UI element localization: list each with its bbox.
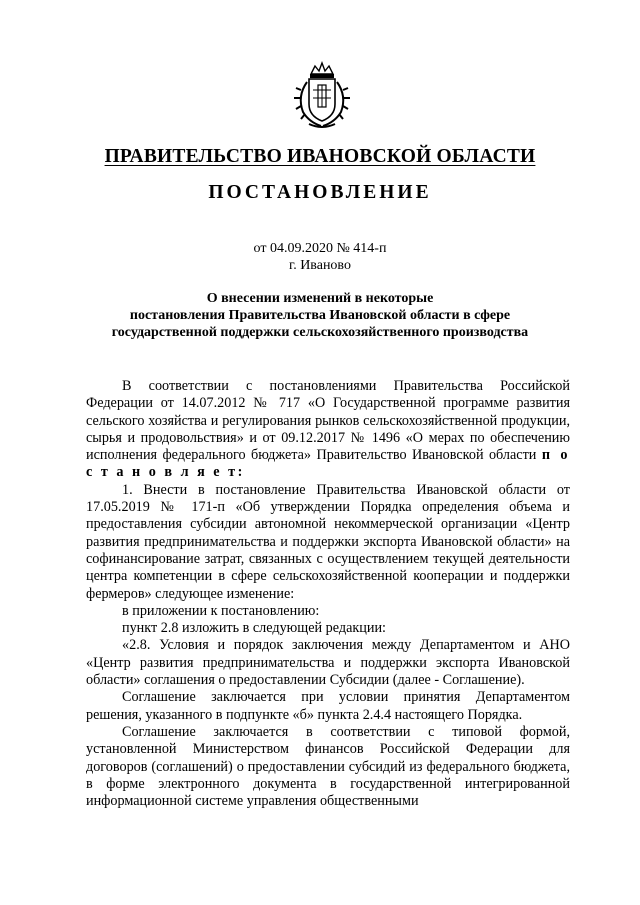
paragraph-2-8: «2.8. Условия и порядок заключения между Департаментом и АНО «Центр развития предпринимательства и поддержки экспорта Ивановской области» соглашения о предоставлении Субсидии (далее - Соглашение). bbox=[86, 637, 570, 689]
title-line-2: постановления Правительства Ивановской области в сфере bbox=[129, 308, 511, 323]
document-title bbox=[0, 290, 640, 341]
paragraph-agreement-condition: Соглашение заключается при условии принятия Департаментом решения, указанного в подпункте «б» пункта 2.4.4 настоящего Порядка. bbox=[86, 689, 570, 723]
paragraph-preamble: В соответствии с постановлениями Правительства Российской Федерации от 14.07.2012 № 717 «О Государственной программе развития сельского хозяйства и регулирования рынков сельскохозяйственной продукции, сырья и продовольствия» и от 09.12.2017 № 1496 «О мерах по обеспечению исполнения федерального бюджета» Правительство Ивановской области п о с т а н о в л я е т: bbox=[86, 378, 570, 481]
city: г. Иваново bbox=[289, 258, 351, 273]
government-name: ПРАВИТЕЛЬСТВО ИВАНОВСКОЙ ОБЛАСТИ bbox=[104, 146, 536, 167]
paragraph-clause: пункт 2.8 изложить в следующей редакции: bbox=[122, 620, 386, 637]
paragraph-1: 1. Внести в постановление Правительства Ивановской области от 17.05.2019 № 171-п «Об утверждении Порядка определения объема и предоставления субсидии автономной некоммерческой организации «Центр развития предпринимательства и поддержки экспорта Ивановской области» на софинансирование затрат, связанных с осуществлением текущей деятельности центра компетенции в сфере сельскохозяйственной кооперации и поддержки фермеров» следующее изменение: bbox=[86, 481, 570, 602]
date-number: от 04.09.2020 № 414-п bbox=[253, 241, 387, 256]
decrees-verb: п о с т а н о в л я е т: bbox=[86, 447, 570, 481]
document-meta bbox=[0, 240, 640, 274]
paragraph-agreement-form: Соглашение заключается в соответствии с типовой формой, установленной Министерством финансов Российской Федерации для договоров (соглашений) о предоставлении субсидий из федерального бюджета, в форме электронного документа в государственной интегрированной информационной системе управления общественными bbox=[86, 723, 570, 810]
paragraph-appendix: в приложении к постановлению: bbox=[122, 602, 320, 619]
title-line-3: государственной поддержки сельскохозяйственного производства bbox=[111, 325, 529, 340]
title-line-1: О внесении изменений в некоторые bbox=[206, 291, 434, 306]
document-body bbox=[86, 378, 570, 810]
coat-of-arms-icon bbox=[291, 60, 353, 130]
document-type: ПОСТАНОВЛЕНИЕ bbox=[208, 182, 432, 203]
